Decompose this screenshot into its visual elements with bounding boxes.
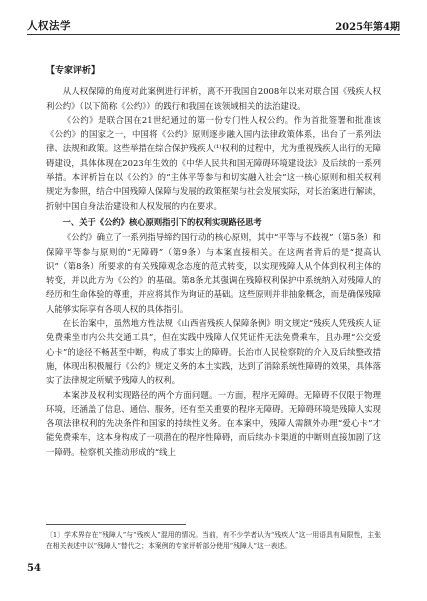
paragraph: 《公约》确立了一系列指导缔约国行动的核心原则，其中“平等与不歧视”（第5条）和保障平等参与原则的“无障碍”（第9条）与本案直接相关。在这两者背后的是“提高认识”（第8条）所要求的有关残障观念态度的范式转变，以实现残障人从个体到权利主体的转变，并以此方为《公约》的基础。第8条尤其强调在残障权利保护中系统纳入对残障人的经历和生命体验的尊重，并应将其作为询证的基础。这些原则并非抽象概念，而是确保残障人能够实际享有各项人权的具体指引。 — [46, 232, 381, 314]
paragraph: 本案涉及权利实现路径的两个方面问题。一方面，程序无障碍。无障碍不仅限于物理环境，还涵盖了信息、通信、服务，还有至关重要的程序无障碍。无障碍环境是残障人实现各项法律权利的先决条件和国家的持续性义务。在本案中，残障人需额外办理“爱心卡”才能免费乘车，这本身构成了一项潜在的程序性障碍，而后续办卡渠道的中断则直接加剧了这一障碍。检察机关推动形成的“线上 — [46, 389, 381, 457]
article-body — [46, 64, 381, 459]
journal-name: 人权法学 — [27, 20, 71, 32]
section-label: 【专家评析】 — [46, 66, 101, 76]
header-rule — [27, 34, 400, 35]
section-heading: 一、关于《公约》核心原则指引下的权利实现路径思考 — [62, 216, 262, 227]
footnote: 〔1〕学术界存在“残障人”与“残疾人”混用的情况。当前，有不少学者认为“残疾人”这一用语具有局限性，主张在相关表述中以“残障人”替代之；本案例的专家评析部分使用“残障人”这一表述。 — [46, 531, 381, 550]
paragraph: 《公约》是联合国在21世纪通过的第一份专门性人权公约。作为首批签署和批准该《公约》的国家之一，中国将《公约》原则逐步融入国内法律政策体系，出台了一系列法律、法规和政策。这些举措在综合保护残疾人⁽¹⁾权利的过程中，尤为重视残疾人出行的无障碍建设，具体体现在2023年生效的《中华人民共和国无障碍环境建设法》及后续的一系列举措。本评析旨在以《公约》的“主体平等参与和切实融入社会”这一核心原则和相关权利规定为参照，结合中国残障人保障与发展的政策框架与社会发展实际，对长治案进行解读，折射中国自身法治建设和人权发展的内在要求。 — [46, 114, 381, 211]
footnote-rule — [46, 524, 186, 525]
paragraph: 在长治案中，虽然地方性法规《山西省残疾人保障条例》明文规定“残疾人凭残疾人证免费乘坐市内公共交通工具”，但在实践中残障人仅凭证件无法免费乘车，且办理“公交爱心卡”的途径不畅甚至中断，构成了事实上的障碍。长治市人民检察院的介入及后续整改措施，体现出积极履行《公约》规定义务的本土实践，达到了消除系统性障碍的效果，具体落实了法律规定所赋予残障人的权利。 — [46, 318, 381, 386]
running-header — [27, 16, 400, 34]
paragraph: 从人权保障的角度对此案例进行评析，离不开我国自2008年以来对联合国《残疾人权利公约》（以下简称《公约》）的践行和我国在该领域相关的法治建设。 — [46, 86, 381, 111]
page-number: 54 — [27, 563, 41, 574]
issue-label: 2025年第4期 — [335, 22, 400, 33]
